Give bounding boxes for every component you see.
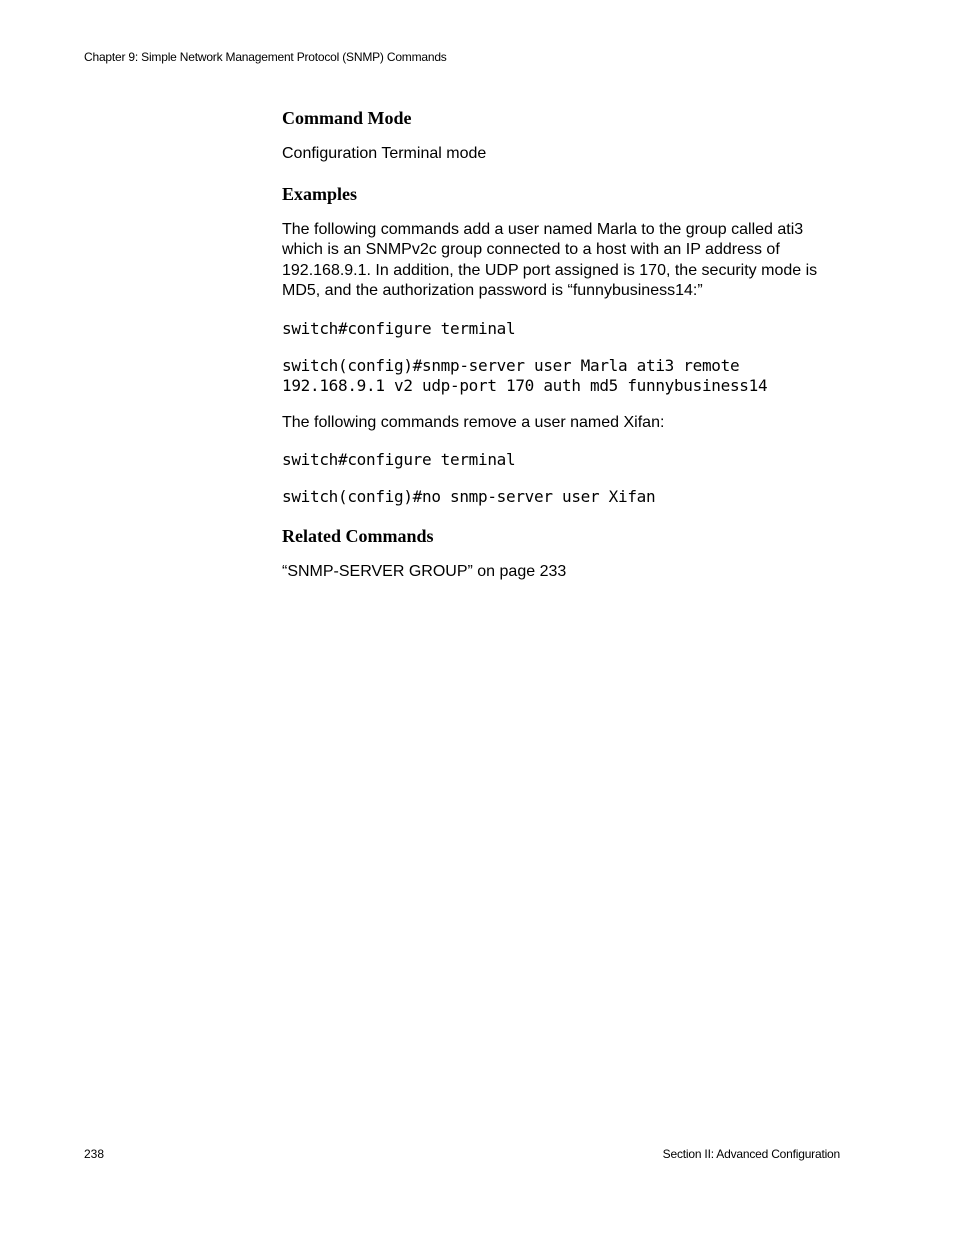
examples-add-intro: The following commands add a user named Marla to the group called ati3 which is an SNMPv2c group connected to a host with an IP address of 192.168.9.1. In addition, the UDP port assigned is 170, the security mode is MD5, and the authorization password is “funnybusiness14:” [282,220,818,299]
related-commands-heading: Related Commands [282,526,434,546]
page-content [282,106,848,600]
command-mode-text: Configuration Terminal mode [282,145,487,162]
related-command-link[interactable]: “SNMP-SERVER GROUP” on page 233 [282,563,567,580]
running-header: Chapter 9: Simple Network Management Protocol (SNMP) Commands [84,50,447,64]
code-snmp-server-user-remove: switch(config)#no snmp-server user Xifan [282,487,656,506]
code-snmp-server-user-add: switch(config)#snmp-server user Marla ati3 remote 192.168.9.1 v2 udp-port 170 auth md5 funnybusiness14 [282,355,768,395]
running-footer-section: Section II: Advanced Configuration [662,1147,840,1161]
page-number: 238 [84,1147,105,1161]
command-mode-heading: Command Mode [282,108,412,128]
examples-remove-intro: The following commands remove a user named Xifan: [282,413,665,431]
code-configure-terminal-2: switch#configure terminal [282,450,516,469]
code-configure-terminal-1: switch#configure terminal [282,318,516,338]
examples-heading: Examples [282,183,358,204]
